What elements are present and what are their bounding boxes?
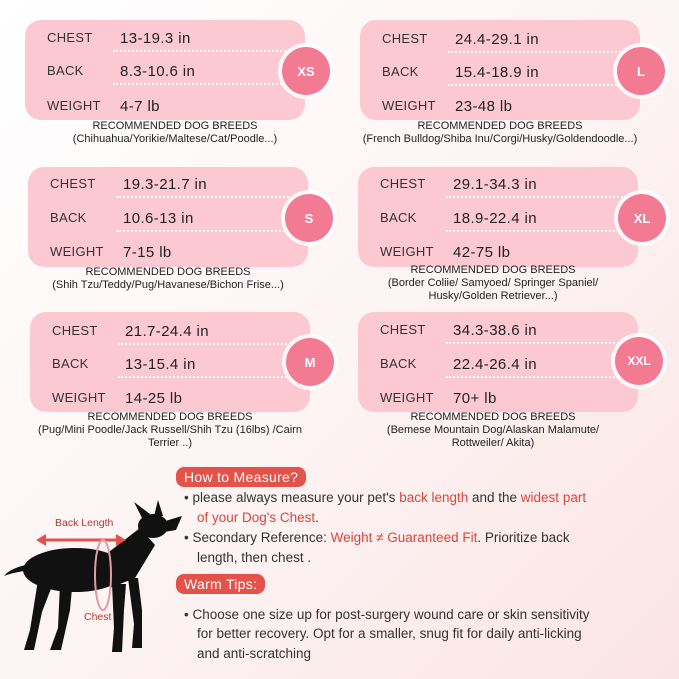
size-badge-s: S	[285, 194, 333, 242]
chest-label: CHEST	[52, 323, 98, 338]
measure-tip-1-cont: of your Dog's Chest.	[197, 510, 319, 525]
size-card-s	[28, 167, 358, 292]
recommended-breeds: RECOMMENDED DOG BREEDS (Chihuahua/Yorikie/Maltese/Cat/Poodle...)	[72, 120, 278, 145]
size-badge-l: L	[617, 47, 665, 95]
size-badge-xs: XS	[282, 47, 330, 95]
size-badge-xxl: XXL	[615, 337, 663, 385]
chest-value: 21.7-24.4 in	[125, 323, 210, 340]
warm-tip-line-2: for better recovery. Opt for a smaller, snug fit for daily anti-licking	[197, 626, 582, 641]
back-value: 10.6-13 in	[123, 210, 194, 227]
recommended-breeds: RECOMMENDED DOG BREEDS (Border Coliie/ Samyoed/ Springer Spaniel/ Husky/Golden Retriever...)	[387, 264, 599, 302]
back-value: 18.9-22.4 in	[453, 210, 538, 227]
chest-value: 34.3-38.6 in	[453, 322, 538, 339]
size-badge-m: M	[286, 338, 334, 386]
size-card-xl	[358, 167, 679, 302]
how-to-measure-title: How to Measure?	[176, 467, 306, 487]
chest-label: CHEST	[47, 30, 93, 45]
recommended-breeds: RECOMMENDED DOG BREEDS (French Bulldog/Shiba Inu/Corgi/Husky/Goldendoodle...)	[362, 120, 638, 145]
back-length-label: Back Length	[55, 517, 114, 529]
weight-label: WEIGHT	[382, 98, 436, 113]
back-value: 22.4-26.4 in	[453, 356, 538, 373]
back-label: BACK	[47, 63, 84, 78]
back-value: 8.3-10.6 in	[120, 63, 196, 80]
back-label: BACK	[382, 64, 419, 79]
recommended-breeds: RECOMMENDED DOG BREEDS (Bemese Mountain Dog/Alaskan Malamute/ Rottweiler/ Akita)	[386, 411, 600, 449]
chest-label: CHEST	[380, 176, 426, 191]
weight-label: WEIGHT	[380, 390, 434, 405]
weight-value: 4-7 lb	[120, 98, 160, 115]
warm-tip-line-1: • Choose one size up for post-surgery wound care or skin sensitivity	[184, 607, 590, 622]
chest-label: CHEST	[380, 322, 426, 337]
weight-label: WEIGHT	[52, 390, 106, 405]
bullet: •	[184, 490, 189, 505]
chest-value: 19.3-21.7 in	[123, 176, 208, 193]
measure-tip-2-cont: length, then chest .	[197, 550, 312, 565]
weight-value: 14-25 lb	[125, 390, 183, 407]
recommended-breeds: RECOMMENDED DOG BREEDS (Shih Tzu/Teddy/Pug/Havanese/Bichon Frise...)	[52, 266, 284, 291]
weight-label: WEIGHT	[50, 244, 104, 259]
weight-value: 7-15 lb	[123, 244, 172, 261]
chest-label-diagram: Chest	[84, 611, 112, 623]
size-card-xxl	[358, 312, 679, 449]
chest-value: 13-19.3 in	[120, 30, 191, 47]
weight-label: WEIGHT	[380, 244, 434, 259]
back-value: 13-15.4 in	[125, 356, 196, 373]
chest-value: 24.4-29.1 in	[455, 31, 540, 48]
back-label: BACK	[52, 356, 89, 371]
warm-tips-title: Warm Tips:	[176, 574, 265, 594]
back-value: 15.4-18.9 in	[455, 64, 540, 81]
back-label: BACK	[50, 210, 87, 225]
weight-value: 42-75 lb	[453, 244, 511, 261]
bullet: •	[184, 530, 189, 545]
back-label: BACK	[380, 356, 417, 371]
size-badge-xl: XL	[618, 194, 666, 242]
recommended-breeds: RECOMMENDED DOG BREEDS (Pug/Mini Poodle/Jack Russell/Shih Tzu (16lbs) /Cairn Terrier ..)	[38, 411, 302, 449]
back-length-arrow	[36, 534, 126, 546]
bullet: •	[184, 607, 189, 622]
chest-label: CHEST	[382, 31, 428, 46]
chest-value: 29.1-34.3 in	[453, 176, 538, 193]
size-card-l	[360, 20, 679, 145]
back-label: BACK	[380, 210, 417, 225]
weight-value: 70+ lb	[453, 390, 497, 407]
warm-tip-line-3: and anti-scratching	[197, 646, 312, 661]
weight-label: WEIGHT	[47, 98, 101, 113]
measure-tip-1: • please always measure your pet's back length and the widest part	[184, 490, 587, 505]
size-card-xs	[25, 20, 355, 145]
size-card-m	[30, 312, 360, 449]
chest-label: CHEST	[50, 176, 96, 191]
measure-tip-2: • Secondary Reference: Weight ≠ Guaranteed Fit. Prioritize back	[184, 530, 570, 545]
weight-value: 23-48 lb	[455, 98, 513, 115]
